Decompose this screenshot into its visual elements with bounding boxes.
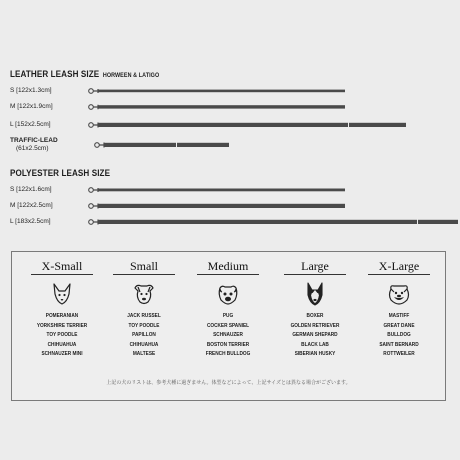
breed-name: POMERANIAN	[45, 313, 79, 319]
size-column-x-small	[22, 259, 102, 360]
heading-underline	[197, 274, 259, 275]
bulldog-icon	[388, 282, 410, 306]
breed-name: BULLDOG	[387, 332, 411, 339]
pug-icon	[217, 282, 239, 306]
polyester-leash-l	[10, 216, 460, 228]
leash-label: S [122x1.6cm]	[10, 186, 52, 193]
breed-name: GERMAN SHEPARD	[292, 332, 338, 339]
leather-leash-m	[10, 101, 460, 113]
breed-name: PUG	[222, 313, 234, 319]
leash-strap-icon	[10, 119, 460, 131]
leash-hook-icon	[89, 188, 98, 193]
leash-strap-icon	[10, 200, 460, 212]
breed-name: JACK RUSSEL	[127, 313, 161, 319]
traffic-lead-label: TRAFFIC-LEAD	[10, 137, 58, 144]
leash-strap-icon	[10, 85, 460, 97]
heading-underline	[284, 274, 346, 275]
leather-leash-s	[10, 85, 460, 97]
breed-name: SCHNAUZER	[213, 332, 243, 339]
size-column-x-large	[359, 259, 439, 360]
breed-name: COCKER SPANIEL	[206, 322, 250, 329]
heading-underline	[113, 274, 175, 275]
breed-name: CHIHUAHUA	[47, 341, 77, 348]
traffic-lead-size: (61x2.5cm)	[16, 145, 49, 152]
polyester-section-title: POLYESTER LEASH SIZE	[10, 168, 111, 178]
leash-label: M [122x2.5cm]	[10, 202, 53, 209]
leash-hook-icon	[89, 204, 98, 209]
leash-hook-icon	[95, 143, 104, 148]
size-column-small	[104, 259, 184, 360]
polyester-leash-m	[10, 200, 460, 212]
leash-label: L [183x2.5cm]	[10, 218, 51, 225]
heading-underline	[368, 274, 430, 275]
breed-name: CHIHUAHUA	[129, 341, 159, 348]
size-heading: Medium	[207, 259, 249, 273]
chihuahua-icon	[51, 282, 73, 306]
breed-name: SAINT BERNARD	[379, 341, 419, 348]
breed-name: TOY POODLE	[128, 322, 160, 329]
size-heading: Small	[129, 259, 158, 273]
breed-name: SIBERIAN HUSKY	[294, 351, 336, 358]
leash-hook-icon	[89, 89, 98, 94]
size-heading: X-Small	[41, 259, 83, 273]
jack-russel-icon	[133, 282, 155, 306]
leash-hook-icon	[89, 123, 98, 128]
breed-name: MASTIFF	[388, 313, 410, 319]
breed-name: MALTESE	[132, 351, 156, 358]
breed-name: ROTTWEILER	[383, 351, 415, 358]
leather-traffic-lead	[10, 139, 460, 151]
leash-strap-icon	[10, 216, 460, 228]
leash-label: M [122x1.9cm]	[10, 103, 53, 110]
breed-name: GOLDEN RETRIEVER	[290, 322, 340, 329]
disclaimer-footnote: 上記の犬のリストは、参考犬種に過ぎません。体型などによって、上記サイズとは異なる場合がございます。	[106, 380, 351, 386]
leash-strap-icon	[10, 101, 460, 113]
breed-name: YORKSHIRE TERRIER	[36, 322, 88, 329]
leather-title-text: LEATHER LEASH SIZE	[10, 69, 100, 79]
breed-name: PAPILLON	[132, 332, 156, 339]
leash-label: S [122x1.3cm]	[10, 87, 52, 94]
breed-name: BLACK LAB	[301, 341, 329, 348]
breed-name: FRENCH BULLDOG	[205, 351, 251, 358]
size-heading: X-Large	[378, 259, 420, 273]
husky-icon	[304, 282, 326, 306]
size-column-medium	[188, 259, 268, 360]
leather-subtitle: HORWEEN & LATIGO	[102, 73, 160, 79]
leash-strap-icon	[10, 184, 460, 196]
leash-label: L [152x2.5cm]	[10, 121, 51, 128]
heading-underline	[31, 274, 93, 275]
breed-name: TOY POODLE	[46, 332, 78, 339]
size-heading: Large	[301, 259, 329, 273]
leash-strap-icon	[10, 139, 460, 151]
leather-leash-l	[10, 119, 460, 131]
size-column-large	[275, 259, 355, 360]
breed-name: BOSTON TERRIER	[206, 341, 250, 348]
dog-size-reference	[11, 251, 446, 401]
leather-section-title	[10, 69, 159, 79]
polyester-leash-s	[10, 184, 460, 196]
breed-name: SCHNAUZER MINI	[41, 351, 83, 358]
leash-hook-icon	[89, 220, 98, 225]
breed-name: GREAT DANE	[383, 322, 415, 329]
leash-hook-icon	[89, 105, 98, 110]
breed-name: BOXER	[306, 313, 324, 319]
